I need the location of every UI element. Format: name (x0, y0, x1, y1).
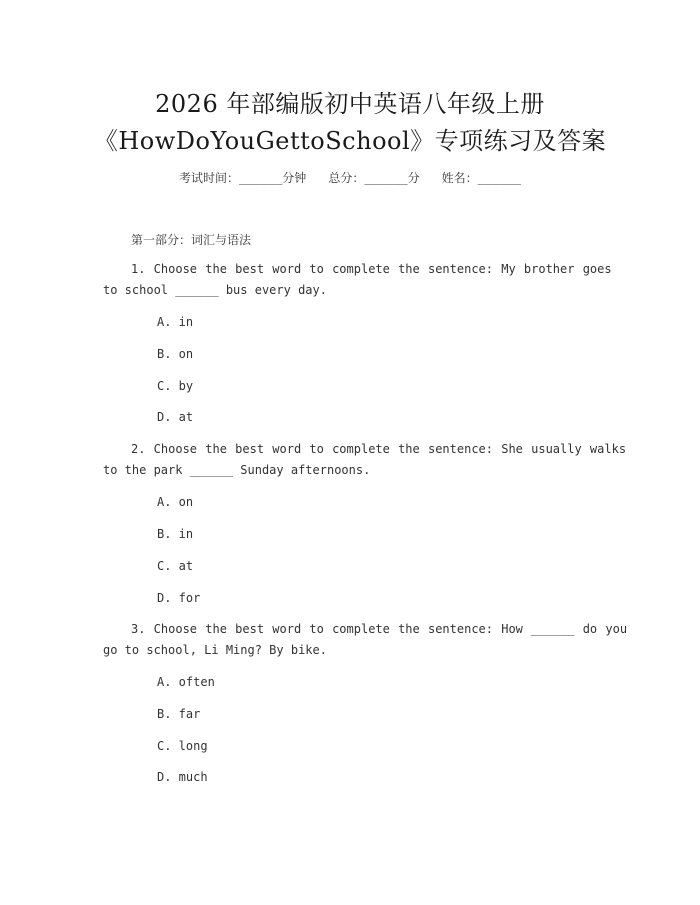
question-text-line-1: 3. Choose the best word to complete the sentence: How ______ do you (131, 622, 628, 636)
option-q1-c: C. by (157, 379, 194, 393)
option-q2-c: C. at (157, 559, 194, 573)
question-text-line-2: to school ______ bus every day. (103, 283, 327, 297)
exam-name: 姓名：______ (441, 171, 522, 185)
option-q3-d: D. much (157, 770, 208, 784)
option-q2-d: D. for (157, 591, 201, 605)
option-q1-a: A. in (157, 315, 194, 329)
document-title-line-1: 2026 年部编版初中英语八年级上册 (155, 90, 545, 118)
exam-score: 总分：______分 (328, 171, 420, 185)
option-q3-c: C. long (157, 739, 208, 753)
question-text-line-1: 1. Choose the best word to complete the sentence: My brother goes (131, 262, 612, 276)
section-title: 第一部分：词汇与语法 (131, 233, 252, 247)
option-q1-b: B. on (157, 347, 194, 361)
document-title-line-2: 《HowDoYouGettoSchool》专项练习及答案 (93, 127, 607, 155)
question-text-line-1: 2. Choose the best word to complete the sentence: She usually walks (131, 442, 627, 456)
option-q1-d: D. at (157, 410, 194, 424)
exam-meta (0, 169, 700, 186)
option-q3-b: B. far (157, 707, 201, 721)
option-q2-a: A. on (157, 495, 194, 509)
option-q2-b: B. in (157, 527, 194, 541)
option-q3-a: A. often (157, 675, 215, 689)
question-text-line-2: to the park ______ Sunday afternoons. (103, 463, 371, 477)
question-text-line-2: go to school, Li Ming? By bike. (103, 643, 327, 657)
exam-time: 考试时间：______分钟 (178, 171, 307, 185)
